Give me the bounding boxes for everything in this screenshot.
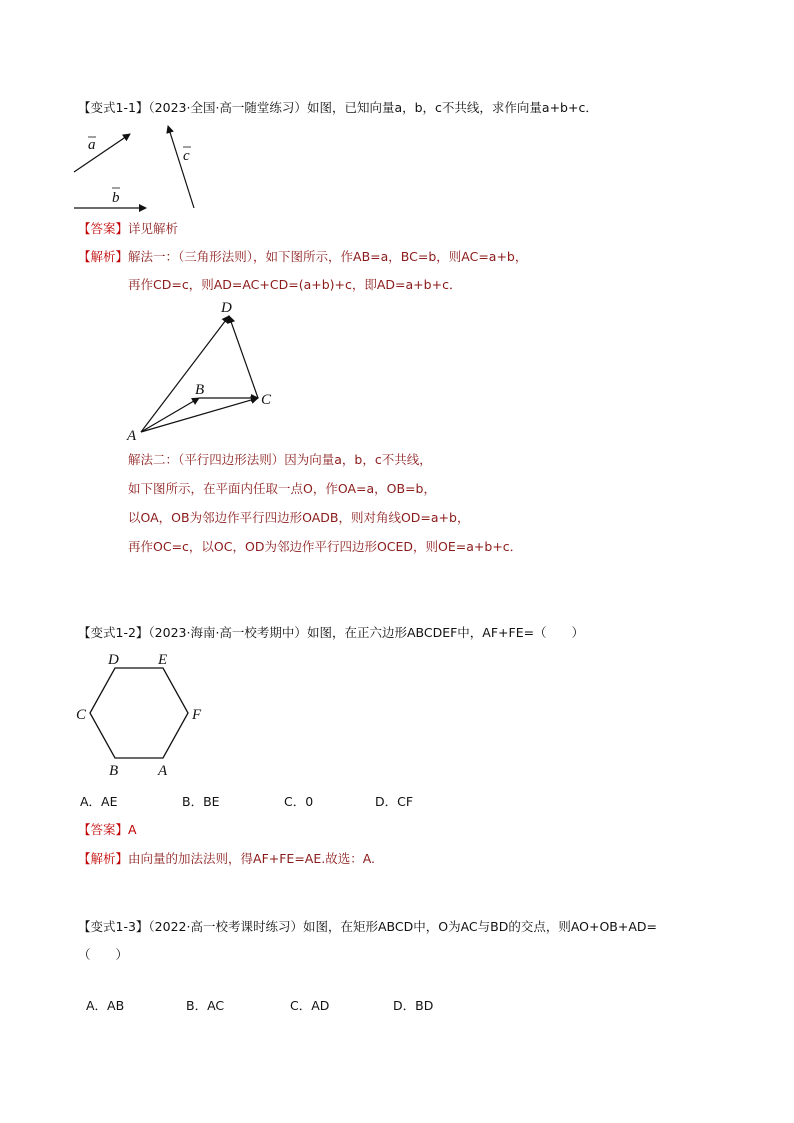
point-D-label: D (221, 300, 232, 316)
segment-CD (229, 316, 258, 398)
q1-sol2-line1: 解法二：（平行四边形法则）因为向量a，b，c不共线， (128, 452, 432, 467)
q2-option-b[interactable]: B．BE (182, 794, 220, 809)
q1-tag: 【变式1-1】 (78, 100, 149, 115)
q3-option-c[interactable]: C．AD (290, 998, 330, 1013)
q3-option-d[interactable]: D．BD (393, 998, 434, 1013)
q3-header (78, 918, 657, 936)
q1-triangle-figure (125, 298, 285, 448)
q1-answer (78, 220, 178, 238)
point-A-label: A (127, 428, 137, 444)
q1-sol2-line2: 如下图所示，在平面内任取一点O，作OA=a，OB=b， (128, 481, 436, 496)
q2-option-d[interactable]: D．CF (375, 794, 414, 809)
q3-option-b[interactable]: B．AC (186, 998, 225, 1013)
q2-header (78, 624, 584, 642)
q2-analysis-tag: 【解析】 (78, 851, 129, 866)
q3-stem: 如图，在矩形ABCD中，O为AC与BD的交点，则AO+OB+AD= (302, 919, 658, 934)
hex-D-label: D (108, 652, 119, 668)
q1-sol1-line2: 再作CD=c，则AD=AC+CD=(a+b)+c，即AD=a+b+c． (128, 277, 462, 292)
q1-source: （2023·全国·高一随堂练习） (148, 100, 307, 115)
q2-answer-text: A (128, 822, 137, 837)
q2-stem: 如图，在正六边形ABCDEF中，AF+FE=（ ） (306, 625, 585, 640)
segment-AD (141, 316, 229, 432)
q3-option-a[interactable]: A．AB (86, 998, 125, 1013)
q1-analysis-tag: 【解析】 (78, 249, 129, 264)
q1-header (78, 99, 598, 117)
q2-hexagon-figure (72, 650, 212, 780)
q2-source: （2023·海南·高一校考期中） (148, 625, 307, 640)
point-B-label: B (195, 382, 205, 398)
q2-option-a[interactable]: A．AE (80, 794, 118, 809)
vector-c-label: c (183, 148, 190, 164)
q1-stem: 如图，已知向量a，b，c不共线，求作向量a+b+c． (306, 100, 598, 115)
hex-F-label: F (192, 707, 202, 723)
q3-tag: 【变式1-3】 (78, 919, 149, 934)
q3-stem-tail: （ ） (78, 947, 129, 962)
segment-AB (141, 398, 199, 432)
point-C-label: C (261, 392, 272, 408)
hex-E-label: E (158, 652, 168, 668)
q2-analysis-text: 由向量的加法法则，得AF+FE=AE.故选：A. (128, 851, 376, 866)
vector-b-label: b (112, 190, 120, 206)
q3-source: （2022·高一校考课时练习） (148, 919, 303, 934)
q2-option-c[interactable]: C．0 (284, 794, 314, 809)
vector-a-arrow (74, 134, 130, 172)
q2-answer (78, 821, 137, 839)
vector-c-arrow (168, 126, 194, 208)
q1-sol2-line4: 再作OC=c，以OC，OD为邻边作平行四边形OCED，则OE=a+b+c． (128, 539, 523, 554)
q1-vector-figure (68, 120, 208, 212)
hexagon (90, 668, 188, 758)
segment-AC (141, 398, 258, 432)
hex-C-label: C (76, 707, 87, 723)
q1-answer-text: 详见解析 (128, 221, 179, 236)
q2-answer-tag: 【答案】 (78, 822, 129, 837)
q2-tag: 【变式1-2】 (78, 625, 149, 640)
q1-answer-tag: 【答案】 (78, 221, 129, 236)
hex-A-label: A (158, 763, 168, 779)
q2-analysis (78, 850, 375, 868)
q1-analysis-line1 (78, 248, 527, 266)
q1-sol1-line1: 解法一：（三角形法则），如下图所示，作AB=a，BC=b，则AC=a+b， (128, 249, 528, 264)
vector-a-label: a (88, 137, 96, 153)
q1-sol2-line3: 以OA，OB为邻边作平行四边形OADB，则对角线OD=a+b， (128, 510, 470, 525)
hex-B-label: B (109, 763, 119, 779)
